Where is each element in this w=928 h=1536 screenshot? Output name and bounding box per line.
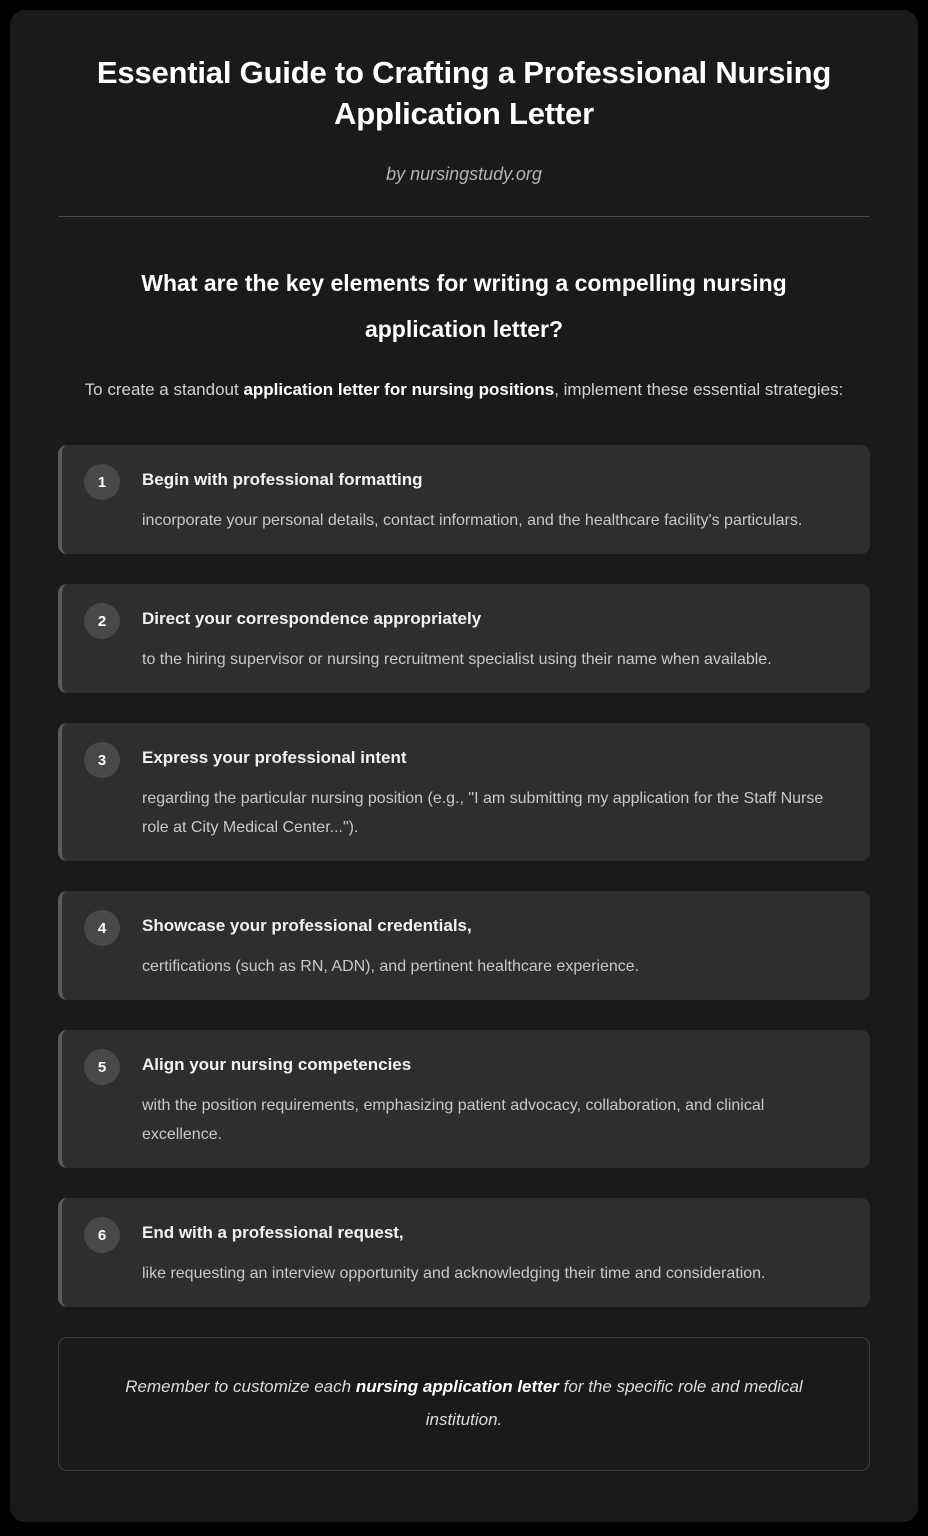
footer-note-text bbox=[99, 1370, 829, 1436]
document-header bbox=[58, 10, 870, 217]
intro-text-after: , implement these essential strategies: bbox=[554, 380, 844, 399]
step-number-badge: 1 bbox=[84, 464, 120, 500]
step-number-badge: 4 bbox=[84, 910, 120, 946]
step-number-badge: 6 bbox=[84, 1217, 120, 1253]
step-title: End with a professional request, bbox=[142, 1223, 404, 1242]
note-text-before: Remember to customize each bbox=[125, 1377, 356, 1396]
step-content bbox=[120, 1047, 848, 1149]
step-card bbox=[58, 1198, 870, 1307]
step-description: like requesting an interview opportunity and acknowledging their time and consideration. bbox=[142, 1265, 766, 1282]
step-description: certifications (such as RN, ADN), and pertinent healthcare experience. bbox=[142, 958, 640, 975]
step-number-badge: 3 bbox=[84, 742, 120, 778]
step-title: Align your nursing competencies bbox=[142, 1055, 412, 1074]
step-content bbox=[120, 740, 848, 842]
step-card bbox=[58, 445, 870, 554]
step-title: Showcase your professional credentials, bbox=[142, 916, 472, 935]
byline: by nursingstudy.org bbox=[386, 164, 542, 184]
step-title: Express your professional intent bbox=[142, 748, 407, 767]
step-description: incorporate your personal details, contact information, and the healthcare facility's particulars. bbox=[142, 512, 803, 529]
step-title: Direct your correspondence appropriately bbox=[142, 609, 482, 628]
page-title: Essential Guide to Crafting a Professional Nursing Application Letter bbox=[96, 55, 832, 131]
note-text-after: for the specific role and medical institution. bbox=[425, 1377, 803, 1429]
step-number-badge: 5 bbox=[84, 1049, 120, 1085]
step-content bbox=[120, 601, 848, 674]
section-question: What are the key elements for writing a compelling nursing application letter? bbox=[141, 270, 787, 342]
step-description: with the position requirements, emphasizing patient advocacy, collaboration, and clinical excellence. bbox=[142, 1097, 765, 1143]
step-number-badge: 2 bbox=[84, 603, 120, 639]
step-card bbox=[58, 584, 870, 693]
intro-text-bold: application letter for nursing positions bbox=[243, 380, 555, 399]
footer-note bbox=[58, 1337, 870, 1471]
step-card bbox=[58, 1030, 870, 1168]
step-card bbox=[58, 891, 870, 1000]
note-text-bold: nursing application letter bbox=[355, 1377, 559, 1396]
intro-paragraph bbox=[58, 352, 870, 406]
step-content bbox=[120, 908, 848, 981]
document-page bbox=[10, 10, 918, 1522]
step-description: to the hiring supervisor or nursing recruitment specialist using their name when available. bbox=[142, 651, 772, 668]
intro-text-before: To create a standout bbox=[84, 380, 244, 399]
step-content bbox=[120, 1215, 848, 1288]
step-description: regarding the particular nursing position (e.g., "I am submitting my application for the Staff Nurse role at City Medical Center..."). bbox=[142, 790, 824, 836]
step-content bbox=[120, 462, 848, 535]
steps-list bbox=[58, 406, 870, 1307]
step-card bbox=[58, 723, 870, 861]
step-title: Begin with professional formatting bbox=[142, 470, 423, 489]
